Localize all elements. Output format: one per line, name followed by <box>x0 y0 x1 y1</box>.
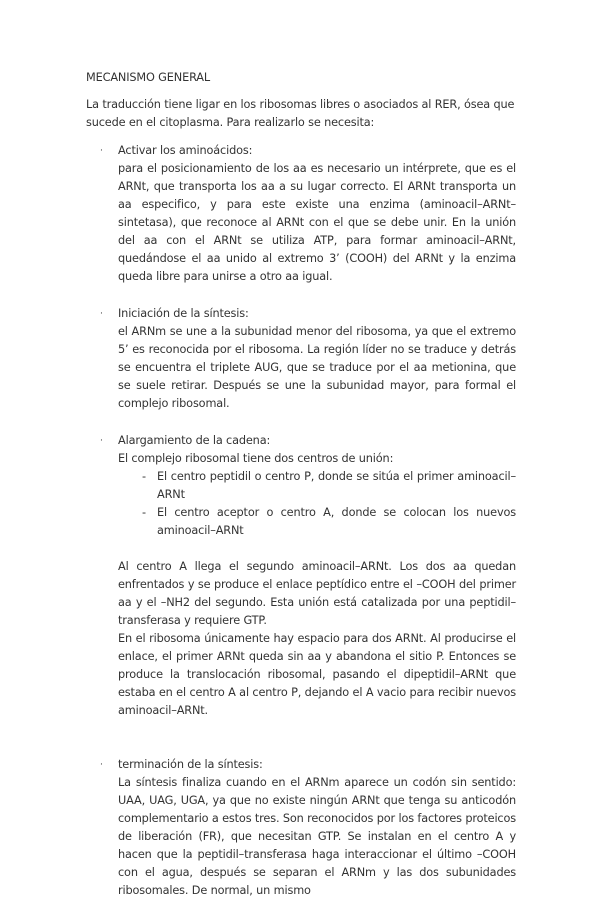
section-body: El complejo ribosomal tiene dos centros de unión: <box>118 452 394 465</box>
dash-icon: - <box>142 506 146 519</box>
dash-icon: - <box>142 470 146 483</box>
section-heading: Alargamiento de la cadena: <box>118 434 271 447</box>
section-body: el ARNm se une a la subunidad menor del ribosoma, ya que el extremo 5’ es reconocida por el ribosoma. La región líder no se traduce y detrás se encuentra el triplete AUG, que se traduce por el aa metionina, que se suele retirar. Después se une la subunidad mayor, para formal el complejo ribosomal. <box>118 325 516 410</box>
section-elongation <box>86 432 516 720</box>
section-heading: Activar los aminoácidos: <box>118 144 253 157</box>
section-termination <box>86 756 516 900</box>
bullet-icon: · <box>100 309 103 319</box>
bullet-icon: · <box>100 436 103 446</box>
document-page <box>86 69 516 919</box>
section-initiation <box>86 305 516 413</box>
section-body: para el posicionamiento de los aa es necesario un intérprete, que es el ARNt, que transporta los aa a su lugar correcto. El ARNt transporta un aa especifico, y para este existe una enzima (aminoacil–ARNt–sintetasa), que reconoce al ARNt con el que se debe unir. En la unión del aa con el ARNt se utiliza ATP, para formar aminoacil–ARNt, quedándose el aa unido al extremo 3’ (COOH) del ARNt y la enzima queda libre para unirse a otro aa igual. <box>118 162 516 283</box>
bullet-icon: · <box>100 146 103 156</box>
section-heading: Iniciación de la síntesis: <box>118 307 249 320</box>
spacer <box>86 739 516 756</box>
list-item <box>118 468 516 504</box>
elongation-paragraph: Al centro A llega el segundo aminoacil–ARNt. Los dos aa quedan enfrentados y se produce el enlace peptídico entre el –COOH del primer aa y el –NH2 del segundo. Esta unión está catalizada por una peptidil–transferasa y requiere GTP. <box>118 560 516 627</box>
intro-paragraph: La traducción tiene ligar en los ribosomas libres o asociados al RER, ósea que sucede en el citoplasma. Para realizarlo se necesita: <box>86 98 515 129</box>
section-activation <box>86 142 516 286</box>
binding-centers-list <box>118 468 516 540</box>
section-body: La síntesis finaliza cuando en el ARNm aparece un codón sin sentido: UAA, UAG, UGA, ya que no existe ningún ARNt que tenga su anticodón complementario a estos tres. Son reconocidos por los factores proteicos de liberación (FR), que necesitan GTP. Se instalan en el centro A y hacen que la peptidil–transferasa haga interaccionar el último –COOH con el agua, después se separan el ARNm y las dos subunidades ribosomales. De normal, un mismo <box>118 776 516 897</box>
list-item-text: El centro aceptor o centro A, donde se colocan los nuevos aminoacil–ARNt <box>157 506 516 537</box>
bullet-icon: · <box>100 760 103 770</box>
list-item <box>118 504 516 540</box>
section-heading: terminación de la síntesis: <box>118 758 263 771</box>
translocation-paragraph: En el ribosoma únicamente hay espacio para dos ARNt. Al producirse el enlace, el primer ARNt queda sin aa y abandona el sitio P. Entonces se produce la translocación ribosomal, pasando el dipeptidil–ARNt que estaba en el centro A al centro P, dejando el A vacio para recibir nuevos aminoacil–ARNt. <box>118 632 516 717</box>
document-title: MECANISMO GENERAL <box>86 71 211 84</box>
list-item-text: El centro peptidil o centro P, donde se sitúa el primer aminoacil–ARNt <box>157 470 516 501</box>
